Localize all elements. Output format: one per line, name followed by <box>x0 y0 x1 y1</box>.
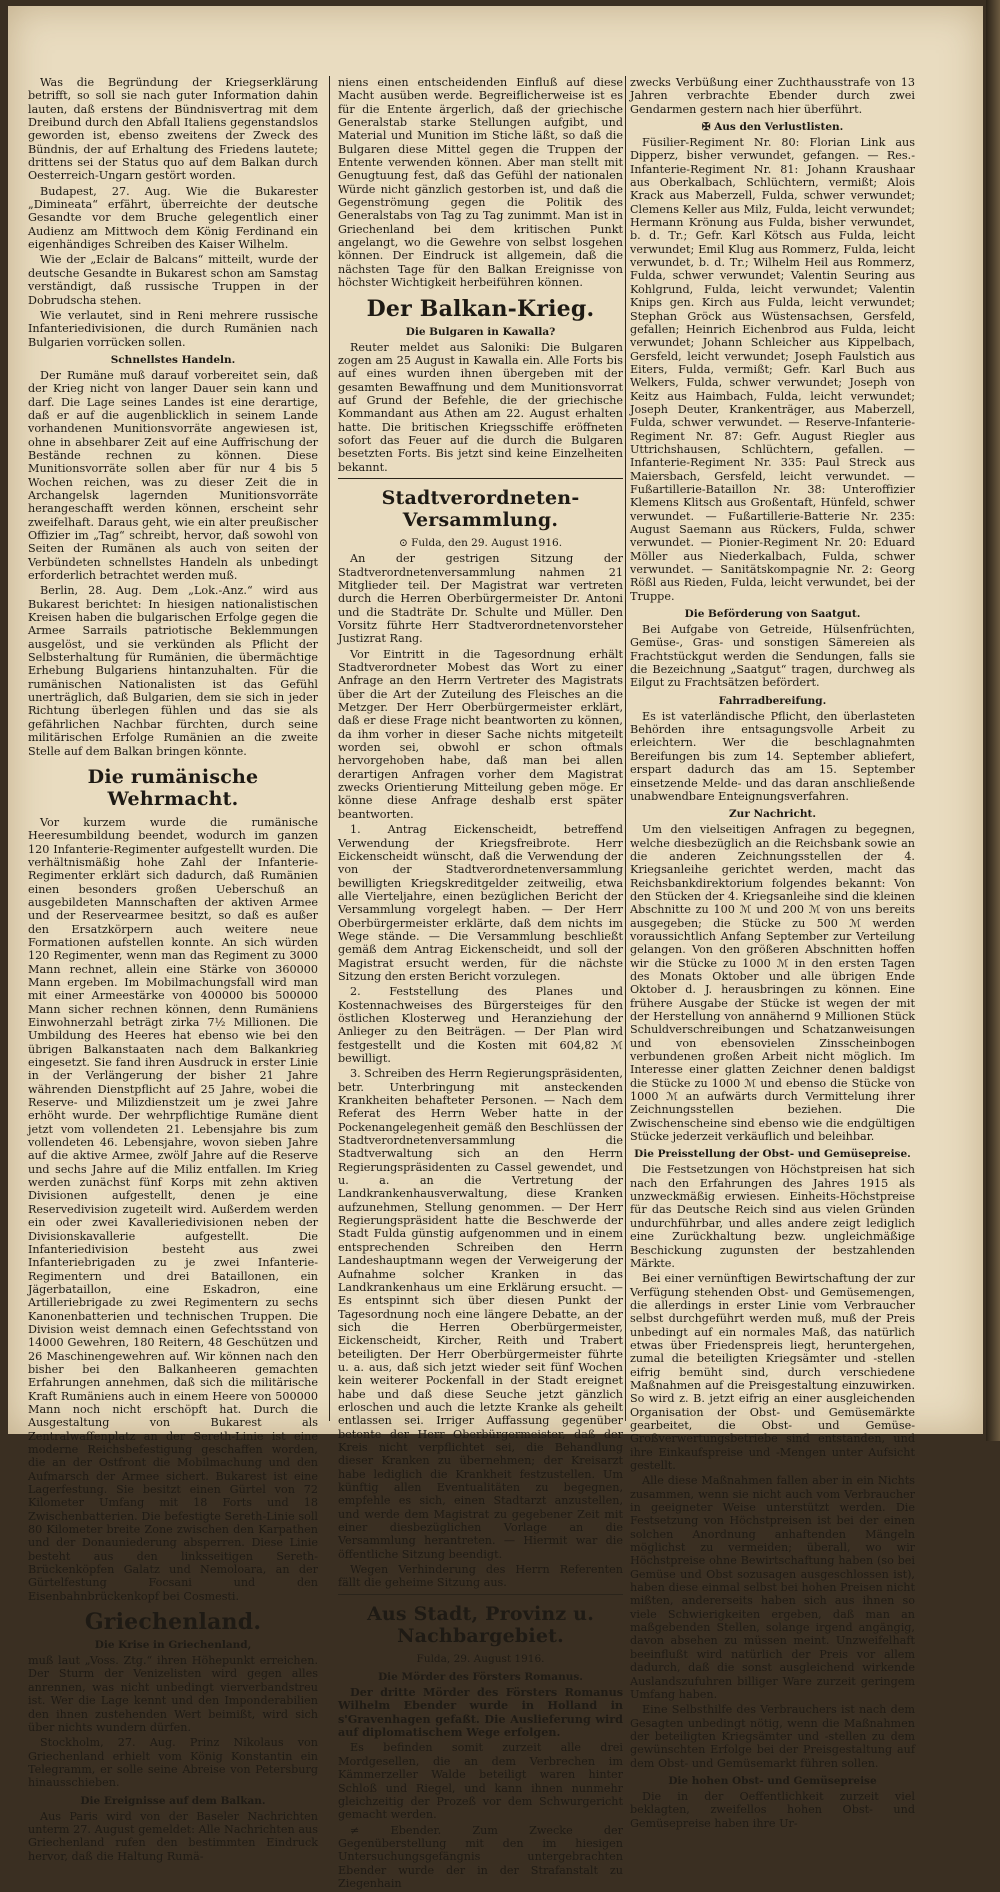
subheading: Die Mörder des Försters Romanus. <box>378 1671 583 1684</box>
section-heading: Der Balkan-Krieg. <box>366 295 595 322</box>
paragraph: An der gestrigen Sitzung der Stadtverordnetenversammlung nahmen 21 Mitglieder teil. Der Magistrat war vertreten durch die Herren Oberbürgermeister Dr. Antoni und die Stadträte Dr. Schulte und Müller. Den Vorsitz führte Herr Stadtverordnetenvorsteher Justizrat Rang. <box>338 552 623 646</box>
paragraph: Aus Paris wird von der Baseler Nachrichten unterm 27. August gemeldet: Alle Nachrichten aus Griechenland rufen den bestimmten Eindruck hervor, daß die Haltung Rumä- <box>28 1809 318 1863</box>
divider <box>338 478 623 479</box>
paragraph: Eine Selbsthilfe des Verbrauchers ist nach dem Gesagten unbedingt nötig, wenn die Maßnahmen der beteiligten Kriegsämter und -stellen zu dem gewünschten Erfolge bei der Preisgestaltung auf dem Obst- und Gemüsemarkt führen sollen. <box>630 1703 915 1770</box>
paragraph: Wie verlautet, sind in Reni mehrere russische Infanteriedivisionen, die durch Rumänien nach Bulgarien vorrücken sollen. <box>28 308 318 349</box>
column-3 <box>630 76 915 1832</box>
subheading: Die Bulgaren in Kawalla? <box>405 325 556 338</box>
paragraph: Vor kurzem wurde die rumänische Heeresumbildung beendet, wodurch im ganzen 120 Infanterie-Regimenter aufgestellt wurden. Die verhältnismäßig hohe Zahl der Infanterie-Regimenter erklärt sich dadurch, daß Rumänien einen besonders großen Ueberschuß an ausgebildeten Mannschaften der aktiven Armee und der Reservearmee besitzt, so daß es außer den Ersatzkörpern auch weitere neue Formationen aufstellen konnte. An sich würden 120 Regimenter, wenn man das Regiment zu 3000 Mann rechnet, allein eine Stärke von 360000 Mann ergeben. Im Mobilmachungsfall wird man mit einer Armeestärke von 400000 bis 500000 Mann sicher rechnen können, denn Rumäniens Einwohnerzahl beträgt zirka 7½ Millionen. Die Umbildung des Heeres hat ebenso wie bei den übrigen Balkanstaaten nach dem Balkankrieg eingesetzt. Sie fand ihren Ausdruck in erster Linie in der Verlängerung der bisher 21 Jahre währenden Dienstpflicht auf 25 Jahre, wobei die Reserve- und Milizdienstzeit um je zwei Jahre erhöht wurde. Der wehrpflichtige Rumäne dient jetzt vom vollendeten 21. Lebensjahre bis zum vollendeten 46. Lebensjahre, wovon sieben Jahre auf die aktive Armee, zwölf Jahre auf die Reserve und sechs Jahre auf die Miliz entfallen. Im Krieg werden zunächst fünf Korps mit zehn aktiven Divisionen aufgestellt, denen je eine Reservedivision zugeteilt wird. Außerdem werden ein oder zwei Kavalleriedivisionen neben der Divisionskavallerie aufgestellt. Die Infanteriedivision besteht aus zwei Infanteriebrigaden zu je zwei Infanterie-Regimentern und drei Bataillonen, ein Jägerbataillon, eine Eskadron, eine Artilleriebrigade zu zwei Regimentern zu sechs Kanonenbatterien und technischen Truppen. Die Division weist demnach einen Gefechtsstand von 14000 Gewehren, 180 Reitern, 48 Geschützen und 26 Maschinengewehren auf. Wir können nach den bisher bei den Balkanheeren gemachten Erfahrungen annehmen, daß sich die militärische Kraft Rumäniens auch in einem Heere von 500000 Mann noch nicht erschöpft hat. Durch die Ausgestaltung von Bukarest als Zentralwaffenplatz an der Sereth-Linie ist eine moderne Reichsbefestigung geschaffen worden, die an der Ostfront die Mobilmachung und den Aufmarsch der Armee sichert. Bukarest ist eine Lagerfestung. Sie besitzt einen Gürtel von 72 Kilometer Umfang mit 18 Forts und 18 Zwischenbatterien. Die befestigte Sereth-Linie soll 80 Kilometer breite Zone zwischen den Karpathen und der Donauniederung absperren. Diese Linie besteht aus den linksseitigen Sereth-Brückenköpfen Galatz und Nemoloara, an der Gürtelfestung Focsani und den Eisenbahnbrückenkopf bei Cosmesti. <box>28 815 318 1603</box>
divider <box>338 1594 623 1595</box>
subheading: Zur Nachricht. <box>729 808 816 821</box>
paragraph: Füsilier-Regiment Nr. 80: Florian Link aus Dipperz, bisher verwundet, gefangen. — Res.-Infanterie-Regiment Nr. 81: Johann Kraushaar aus Oberkalbach, Schlüchtern, vermißt; Alois Krack aus Maberzell, Fulda, schwer verwundet; Clemens Keller aus Milz, Fulda, leicht verwundet; Hermann Krönung aus Fulda, bisher verwundet, b. d. Tr.; Gefr. Karl Kötsch aus Fulda, leicht verwundet; Emil Klug aus Rommerz, Fulda, leicht verwundet, b. d. Tr.; Wilhelm Heil aus Rommerz, Fulda, schwer verwundet; Valentin Seuring aus Kohlgrund, Fulda, leicht verwundet; Valentin Knips gen. Kirch aus Fulda, leicht verwundet; Stephan Gröck aus Wüstensachsen, Gersfeld, gefallen; Heinrich Eichenbrod aus Fulda, leicht verwundet; Johann Schleicher aus Kippelbach, Gersfeld, leicht verwundet; Joseph Faulstich aus Eiters, Fulda, vermißt; Gefr. Karl Buch aus Welkers, Fulda, schwer verwundet; Joseph von Keitz aus Haimbach, Fulda, leicht verwundet; Joseph Deuter, Krankenträger, aus Maberzell, Fulda, schwer verwundet. — Reserve-Infanterie-Regiment Nr. 87: Gefr. August Riegler aus Uttrichshausen, Schlüchtern, gefallen. — Infanterie-Regiment Nr. 335: Paul Streck aus Maiersbach, Gersfeld, leicht verwundet. — Fußartillerie-Bataillon Nr. 38: Unteroffizier Klemens Klitsch aus Großentaft, Hünfeld, schwer verwundet. — Fußartillerie-Batterie Nr. 235: August Saemann aus Rückers, Fulda, schwer verwundet. — Pionier-Regiment Nr. 20: Eduard Möller aus Niederkalbach, Fulda, schwer verwundet. — Sanitätskompagnie Nr. 2: Georg Rößl aus Rieden, Fulda, leicht verwundet, bei der Truppe. <box>630 136 915 603</box>
dateline: ⊙ Fulda, den 29. August 1916. <box>398 536 563 549</box>
subheading: Fahrradbereifung. <box>718 694 827 707</box>
binding-edge <box>986 0 1000 1441</box>
paragraph: Um den vielseitigen Anfragen zu begegnen, welche diesbezüglich an die Reichsbank sowie an die anderen Zeichnungsstellen der 4. Kriegsanleihe gerichtet werden, macht das Reichsbankdirektorium folgendes bekannt: Von den Stücken der 4. Kriegsanleihe sind die kleinen Abschnitte zu 100 ℳ und 200 ℳ von uns bereits ausgegeben; die Stücke zu 500 ℳ werden voraussichtlich Anfang September zur Verteilung gelangen. Von den größeren Abschnitten hoffen wir die Stücke zu 1000 ℳ in den ersten Tagen des Monats Oktober und alle übrigen Ende Oktober d. J. herausbringen zu können. Eine frühere Ausgabe der Stücke ist wegen der mit der Herstellung von annähernd 9 Millionen Stück Schuldverschreibungen und Schatzanweisungen und von ebensovielen Zinsscheinbogen verbundenen großen Arbeit nicht möglich. Im Interesse einer glatten Zeichner denen baldigst die Stücke zu 1000 ℳ und ebenso die Stücke von 1000 ℳ an aufwärts durch Vermittelung ihrer Zeichnungsstellen beziehen. Die Zwischenscheine sind ebenso wie die endgültigen Stücke jederzeit verkäuflich und beleihbar. <box>630 823 915 1144</box>
section-heading: Griechenland. <box>84 1609 262 1636</box>
paragraph: niens einen entscheidenden Einfluß auf diese Macht ausüben werde. Begreiflicherweise ist es für die Entente ärgerlich, daß der griechische Generalstab starke Stellungen aufgibt, und Material und Munition im Stiche läßt, so daß die Bulgaren diese Mittel gegen die Truppen der Entente verwenden können. Aber man stellt mit Genugtuung fest, daß das Gefühl der nationalen Würde nicht gänzlich gestorben ist, und daß die Gegenströmung gegen die Politik des Generalstabs von Tag zu Tag zunimmt. Man ist in Griechenland bei dem kritischen Punkt angelangt, wo die Gewehre von selbst losgehen können. Der Eindruck ist allgemein, daß die nächsten Tage für den Balkan Ereignisse von höchster Wichtigkeit herbeiführen können. <box>338 76 623 290</box>
subheading: Die Preisstellung der Obst- und Gemüsepreise. <box>634 1148 911 1161</box>
subheading: ✠ Aus den Verlustlisten. <box>701 121 844 134</box>
paragraph: 3. Schreiben des Herrn Regierungspräsidenten, betr. Unterbringung mit ansteckenden Krankheiten behafteter Personen. — Nach dem Referat des Herrn Weber hatte in der Pockenangelegenheit gemäß den Beschlüssen der Stadtverordnetenversammlung die Stadtverwaltung sich an den Herrn Regierungspräsidenten zu Cassel gewendet, und u. a. an die Vertretung der Landkrankenhausverwaltung, diese Kranken aufzunehmen, Stellung genommen. — Der Herr Regierungspräsident hatte die Beschwerde der Stadt Fulda günstig aufgenommen und in einem entsprechenden Schreiben den Herrn Landeshauptmann wegen der Verweigerung der Aufnahme solcher Kranken in das Landkrankenhaus um eine Erklärung ersucht. — Es entspinnt sich über diesen Punkt der Tagesordnung noch eine längere Debatte, an der sich die Herren Oberbürgermeister, Eickenscheidt, Kircher, Reith und Trabert beteiligten. Der Herr Oberbürgermeister führte u. a. aus, daß sich jetzt wieder seit fünf Wochen kein weiterer Pockenfall in der Stadt ereignet habe und daß diese Seuche jetzt gänzlich erloschen und auch die letzte Kranke als geheilt entlassen sei. Irriger Auffassung gegenüber betonte der Herr Oberbürgermeister, daß der Kreis nicht verpflichtet sei, die Behandlung dieser Kranken zu übernehmen; der Kreisarzt habe lediglich die Krankheit festzustellen. Um künftig allen Eventualitäten zu begegnen, empfehle es sich, einen Stadtarzt anzustellen, und werde dem Magistrat zu gegebener Zeit mit einer diesbezüglichen Vorlage an die Versammlung herantreten. — Hiermit war die öffentliche Sitzung beendigt. <box>338 1067 623 1561</box>
section-heading: Stadtverordneten-Versammlung. <box>381 486 580 531</box>
paragraph: Die in der Oeffentlichkeit zurzeit viel beklagten, zweifellos hohen Obst- und Gemüsepreise haben ihre Ur- <box>630 1789 915 1830</box>
section-heading: Die rumänische Wehrmacht. <box>87 765 259 810</box>
column-rule <box>329 76 330 1421</box>
paragraph: Wegen Verhinderung des Herrn Referenten fällt die geheime Sitzung aus. <box>338 1563 623 1590</box>
paragraph: Es befinden somit zurzeit alle drei Mordgesellen, die an dem Verbrechen im Kämmerzeller Walde beteiligt waren hinter Schloß und Riegel, und kann ihnen nunmehr gleichzeitig der Prozeß vor dem Schwurgericht gemacht werden. <box>338 1741 623 1822</box>
subheading: Die Ereignisse auf dem Balkan. <box>80 1794 266 1807</box>
paragraph: Reuter meldet aus Saloniki: Die Bulgaren zogen am 25 August in Kawalla ein. Alle Forts bis auf eines wurden ihnen übergeben mit der gesamten Bewaffnung und dem Munitionsvorrat auf Grund der Befehle, die der griechische Kommandant aus Athen am 22. August erhalten hatte. Die britischen Kriegsschiffe eröffneten sofort das Feuer auf die durch die Bulgaren besetzten Forts. Bis jetzt sind keine Einzelheiten bekannt. <box>338 340 623 474</box>
paragraph: Der dritte Mörder des Försters Romanus Wilhelm Ebender wurde in Holland in s'Gravenhagen gefaßt. Die Auslieferung wird auf diplomatischem Wege erfolgen. <box>338 1685 623 1740</box>
subheading: Die Krise in Griechenland, <box>94 1639 252 1652</box>
paragraph: ≠ Ebender. Zum Zwecke der Gegenüberstellung mit den im hiesigen Untersuchungsgefängnis untergebrachten Ebender wurde der in der Strafanstalt zu Ziegenhain <box>338 1823 623 1890</box>
section-heading: Aus Stadt, Provinz u. Nachbargebiet. <box>366 1602 595 1647</box>
column-1 <box>28 76 318 1865</box>
paragraph: Berlin, 28. Aug. Dem „Lok.-Anz.“ wird aus Bukarest berichtet: In hiesigen nationalistischen Kreisen haben die bulgarischen Erfolge gegen die Armee Sarrails patriotische Beklemmungen ausgelöst, und sie verkünden als Pflicht der Selbsterhaltung für Rumänien, die übermächtige Erhebung Bulgariens hintanzuhalten. Für die rumänischen Nationalisten ist das Gefühl unerträglich, daß Bulgarien, dem sie sich in jeder Richtung überlegen fühlen und das sie als gefährlichen Nachbar fürchten, durch seine militärischen Erfolge Rumänien an die zweite Stelle auf dem Balkan bringen könnte. <box>28 584 318 758</box>
paragraph: Vor Eintritt in die Tagesordnung erhält Stadtverordneter Mobest das Wort zu einer Anfrage an den Herrn Vertreter des Magistrats über die Art der Zuteilung des Fleisches an die Metzger. Der Herr Oberbürgermeister erklärt, daß er diese Frage nicht beantworten zu können, da ihm vorher in dieser Sache nichts mitgeteilt worden sei, obwohl er schon oftmals hervorgehoben habe, daß man bei allen derartigen Anfragen vorher dem Magistrat zwecks Orientierung Mitteilung geben möge. Er könne diese Anfrage deshalb erst später beantworten. <box>338 647 623 821</box>
paragraph: 1. Antrag Eickenscheidt, betreffend Verwendung der Kriegsfreibrote. Herr Eickenscheidt wünscht, daß die Verwendung der von der Stadtverordnetenversammlung bewilligten Kriegskreditgelder zeitweilig, etwa alle Vierteljahre, einen bezüglichen Bericht der Versammlung vorgelegt haben. — Der Herr Oberbürgermeister erklärte, daß dem nichts im Wege stände. — Die Versammlung beschließt gemäß dem Antrag Eickenscheidt, und soll der Magistrat ersucht werden, für die nächste Sitzung den ersten Bericht vorzulegen. <box>338 823 623 983</box>
dateline: Fulda, 29. August 1916. <box>416 1652 545 1665</box>
paragraph: Wie der „Eclair de Balcans“ mitteilt, wurde der deutsche Gesandte in Bukarest schon am Samstag verständigt, daß russische Truppen in der Dobrudscha stehen. <box>28 253 318 307</box>
paragraph: Stockholm, 27. Aug. Prinz Nikolaus von Griechenland erhielt vom König Konstantin ein Telegramm, er solle seine Abreise von Petersburg hinausschieben. <box>28 1736 318 1790</box>
paragraph: Es ist vaterländische Pflicht, den überlasteten Behörden ihre entsagungsvolle Arbeit zu erleichtern. Wer die beschlagnahmten Bereifungen bis zum 14. September abliefert, erspart dadurch das am 15. September einsetzende Melde- und das daran anschließende unabwendbare Enteignungsverfahren. <box>630 709 915 803</box>
paragraph: Was die Begründung der Kriegserklärung betrifft, so soll sie nach guter Information dahin lauten, daß erstens der Bündnisvertrag mit dem Dreibund durch den Abfall Italiens gegenstandslos geworden ist, ebenso zweitens der Zweck des Bündnis, der auf Erhaltung des Friedens lautete; drittens sei der Status quo auf dem Balkan durch Oesterreich-Ungarn gestört worden. <box>28 76 318 183</box>
paragraph: zwecks Verbüßung einer Zuchthausstrafe von 13 Jahren verbrachte Ebender durch zwei Gendarmen gestern nach hier überführt. <box>630 76 915 116</box>
paragraph: Der Rumäne muß darauf vorbereitet sein, daß der Krieg nicht von langer Dauer sein kann und darf. Die Lage seines Landes ist eine derartige, daß er auf die augenblicklich in seinem Lande vorhandenen Munitionsvorräte angewiesen ist, ohne in absehbarer Zeit auf eine Auffrischung der Bestände rechnen zu können. Diese Munitionsvorräte sollen aber für nur 4 bis 5 Wochen reichen, was zu dieser Zeit die in Archangelsk lagernden Munitionsvorräte herangeschafft werden können, erscheint sehr zweifelhaft. Daraus geht, wie ein alter preußischer Offizier im „Tag“ schreibt, hervor, daß sowohl von Seiten der Rumänen als auch von seiten der Verbündeten schnellstes Handeln als unbedingt erforderlich betrachtet werden muß. <box>28 368 318 583</box>
paragraph: Bei einer vernünftigen Bewirtschaftung der zur Verfügung stehenden Obst- und Gemüsemengen, die allerdings in erster Linie vom Verbraucher selbst durchgeführt werden muß, muß der Preis unbedingt auf ein normales Maß, das natürlich etwas über Friedenspreis liegt, heruntergehen, zumal die beteiligten Kriegsämter und -stellen eifrig bemüht sind, durch verschiedene Maßnahmen auf die Preisgestaltung einzuwirken. So wird z. B. jetzt eifrig an einer ausgleichenden Organisation der Obst- und Gemüsemärkte gearbeitet, die Obst- und Gemüse-Großverwertungsbetriebe sind entstanden, und ihre Einkaufspreise und -Mengen unter Aufsicht gestellt. <box>630 1272 915 1472</box>
paragraph: muß laut „Voss. Ztg.“ ihren Höhepunkt erreichen. Der Sturm der Venizelisten wird gegen alles anrennen, was nicht unbedingt vierverbandstreu ist. Wer die Lage kennt und den Imponderabilien den ihnen zustehenden Wert beimißt, wird sich über nichts wundern dürfen. <box>28 1654 318 1734</box>
paragraph: Bei Aufgabe von Getreide, Hülsenfrüchten, Gemüse-, Gras- und sonstigen Sämereien als Frachtstückgut werden die Sendungen, falls sie die Bezeichnung „Saatgut“ tragen, durchweg als Eilgut zu Frachtsätzen befördert. <box>630 623 915 690</box>
paragraph: Budapest, 27. Aug. Wie die Bukarester „Dimineata“ erfährt, überreichte der deutsche Gesandte vor dem Bruche gelegentlich einer Audienz am Mittwoch dem König Ferdinand ein eigenhändiges Schreiben des Kaiser Wilhelm. <box>28 184 318 252</box>
subheading: Die Beförderung von Saatgut. <box>684 608 861 621</box>
subheading: Schnellstes Handeln. <box>110 353 236 366</box>
paragraph: Die Festsetzungen von Höchstpreisen hat sich nach den Erfahrungen des Jahres 1915 als unzweckmäßig erwiesen. Einheits-Höchstpreise für das Deutsche Reich sind aus vielen Gründen undurchführbar, und alles andere zeigt lediglich eine Zurückhaltung bezw. ungleichmäßige Beschickung zugunsten der bestzahlenden Märkte. <box>630 1163 915 1270</box>
paragraph: 2. Feststellung des Planes und Kostennachweises des Bürgersteiges für den östlichen Klosterweg und Heranziehung der Anlieger zu den Beiträgen. — Der Plan wird festgestellt und die Kosten mit 604,82 ℳ bewilligt. <box>338 985 623 1065</box>
column-2 <box>338 76 623 1892</box>
paragraph: Alle diese Maßnahmen fallen aber in ein Nichts zusammen, wenn sie nicht auch vom Verbraucher in geeigneter Weise unterstützt werden. Die Festsetzung von Höchstpreisen ist bei der einen solchen Anordnung anhaftenden Mängeln möglichst zu vermeiden; überall, wo wir Höchstpreise ohne Bewirtschaftung haben (so bei Gemüse und Obst sozusagen ausgeschlossen ist), haben diese einmal selbst bei hohen Preisen nicht mißten, andererseits haben sich aus ihnen so viele Schwierigkeiten ergeben, daß man an maßgebenden Stellen, solange irgend angängig, davon absehen zu müssen meint. Unzweifelhaft beeinflußt wird natürlich der Preis vor allem dadurch, daß die sonst ausgleichend wirkende Auslandszufuhren billiger Ware zurzeit geringem Umfang haben. <box>630 1474 915 1701</box>
subheading: Die hohen Obst- und Gemüsepreise <box>668 1774 877 1787</box>
newspaper-page <box>8 6 983 1890</box>
column-rule <box>625 76 626 1421</box>
